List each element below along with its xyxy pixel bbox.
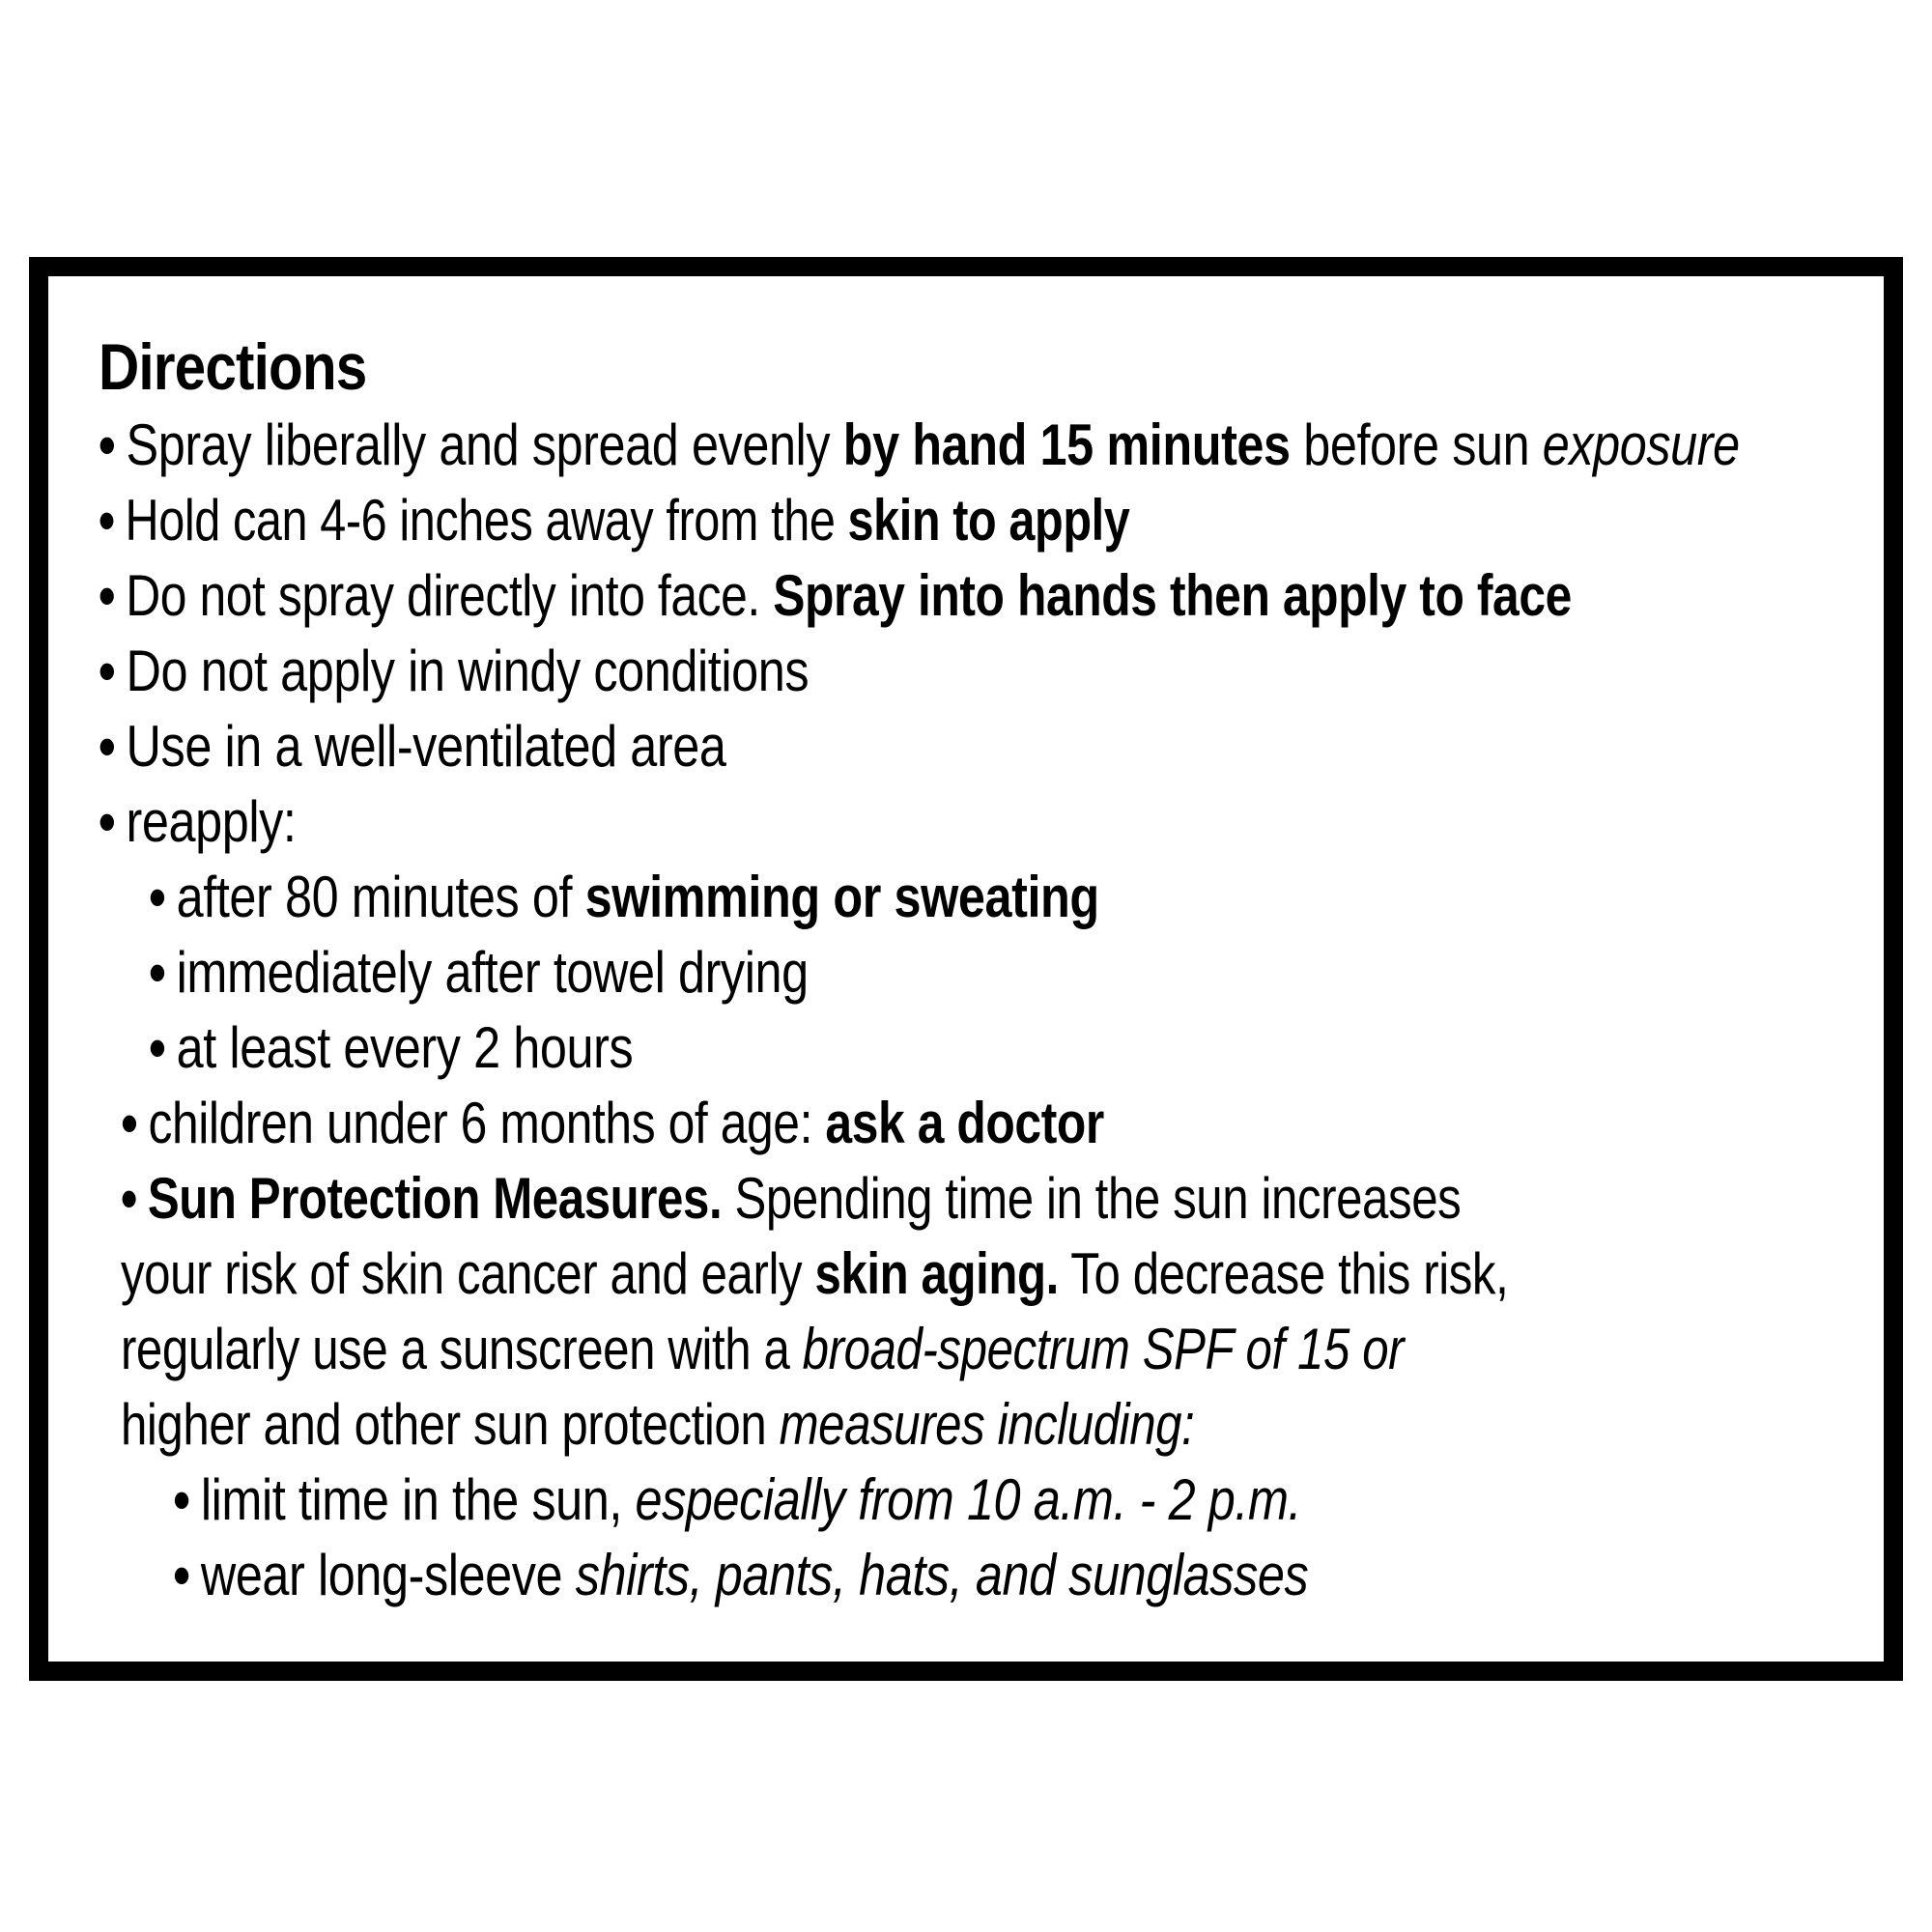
bullet-icon: • [121,1091,138,1155]
reapply-line-swimming: • after 80 minutes of swimming or sweating [99,860,1574,935]
reapply-line-towel: • immediately after towel drying [99,935,1574,1010]
bullet-icon: • [173,1467,190,1532]
sun-protection-line-spf: regularly use a sunscreen with a broad-spectrum SPF of 15 or [120,1317,1405,1381]
directions-panel [29,257,1903,1681]
measure-line-limit-time: • limit time in the sun, especially from 10 a.m. - 2 p.m. [99,1463,1574,1538]
bullet-icon: • [99,714,116,779]
bullet-icon: • [99,412,116,477]
bullet-icon: • [99,789,116,854]
direction-line-ventilated: • Use in a well-ventilated area [99,709,1574,784]
bullet-icon: • [99,488,115,553]
measure-line-clothing: • wear long-sleeve shirts, pants, hats, and sunglasses [99,1538,1574,1613]
direction-line-hold-can: • Hold can 4-6 inches away from the skin to apply [99,483,1521,558]
direction-line-spray-liberally: • Spray liberally and spread evenly by hand 15 minutes before sun exposure [99,408,1574,483]
bullet-icon: • [99,563,116,628]
sun-protection-line-measures: higher and other sun protection measures including: [120,1392,1195,1457]
bullet-icon: • [173,1543,190,1607]
bullet-icon: • [99,639,116,703]
direction-line-windy: • Do not apply in windy conditions [99,634,1574,709]
direction-line-sun-protection: • Sun Protection Measures. Spending time in the sun increases [99,1161,1539,1236]
direction-line-children: • children under 6 months of age: ask a doctor [99,1086,1556,1161]
directions-content [99,327,1855,1613]
sun-protection-line-risk: your risk of skin cancer and early skin aging. To decrease this risk, [120,1241,1509,1306]
direction-line-face: • Do not spray directly into face. Spray into hands then apply to face [99,558,1556,634]
bullet-icon: • [149,1015,166,1080]
bullet-icon: • [149,940,166,1005]
reapply-line-hours: • at least every 2 hours [99,1010,1574,1086]
directions-heading: Directions [99,330,367,404]
direction-line-reapply: • reapply: [99,784,1574,860]
bullet-icon: • [149,865,166,929]
bullet-icon: • [120,1166,137,1231]
